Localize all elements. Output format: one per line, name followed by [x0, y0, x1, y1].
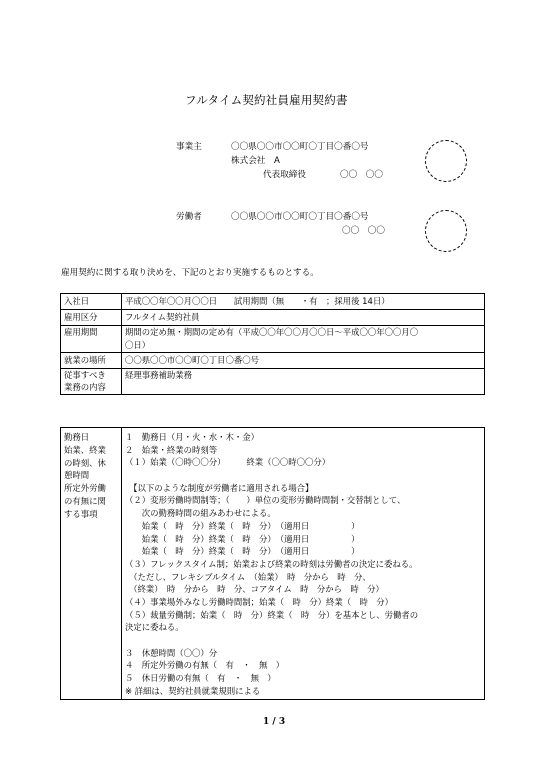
row-label: 所定外労働: [64, 483, 106, 494]
row-value: フルタイム契約社員: [125, 312, 200, 322]
employer-rep-name: 〇〇 〇〇: [340, 170, 383, 180]
employer-seal-circle: [425, 140, 467, 182]
body-line: （４）事業場外みなし労働時間制；始業（ 時 分）終業（ 時 分）: [125, 596, 393, 607]
row-label: の有無に関: [64, 495, 106, 506]
working-hours-table: [60, 427, 485, 700]
table-row: [61, 428, 485, 700]
row-label: の時刻、休: [64, 457, 106, 468]
body-line: 始業（ 時 分）終業（ 時 分） （適用日 ）: [125, 533, 360, 544]
body-line: （２）変形労働時間制等；（ ）単位の変形労働時間制・交替制として、: [125, 495, 406, 506]
body-line: 始業（ 時 分）終業（ 時 分） （適用日 ）: [125, 520, 360, 531]
row-label: 入社日: [64, 296, 90, 306]
body-line: （５）裁量労働制；始業（ 時 分）終業（ 時 分）を基本とし、労働者の: [125, 609, 419, 620]
body-line: 次の勤務時間の組みあわせによる。: [125, 508, 276, 519]
document-title: フルタイム契約社員雇用契約書: [185, 93, 348, 107]
row-value: 〇日）: [125, 339, 151, 350]
row-label: 勤務日: [64, 432, 90, 442]
worker-address: 〇〇県〇〇市〇〇町〇丁目〇番〇号: [231, 212, 369, 222]
table-row: [61, 326, 485, 353]
row-value: 期間の定め無・期間の定め有（平成〇〇年〇〇月〇〇日～平成〇〇年〇〇月〇: [125, 327, 419, 337]
page-number: 1 / 3: [263, 717, 286, 727]
row-label: 始業、終業: [64, 444, 106, 455]
body-line: 始業（ 時 分）終業（ 時 分） （適用日 ）: [125, 546, 360, 557]
body-line: ２ 始業・終業の時刻等: [125, 444, 218, 455]
employer-address: 〇〇県〇〇市〇〇町〇丁目〇番〇号: [231, 142, 369, 152]
body-line: （終業） 時 分から 時 分、コアタイム 時 分から 時 分）: [125, 584, 384, 595]
working-hours-body-cell: [122, 428, 485, 700]
row-label: 憩時間: [64, 470, 90, 481]
worker-label: 労働者: [176, 212, 202, 222]
row-value: 経理事務補助業務: [125, 369, 192, 380]
body-line: [125, 469, 481, 482]
table-row: [61, 352, 485, 368]
worker-seal-circle: [425, 210, 467, 252]
intro-text: 雇用契約に関する取り決めを、下記のとおり実施するものとする。: [61, 268, 319, 278]
employer-rep-title: 代表取締役: [263, 170, 306, 180]
row-label: 雇用区分: [64, 312, 98, 322]
table-row: [61, 294, 485, 310]
body-line: １ 勤務日（月・火・水・木・金）: [125, 432, 259, 442]
row-label: する事項: [64, 508, 98, 519]
body-line: 決定に委ねる。: [125, 622, 184, 633]
body-line: ５ 休日労働の有無（ 有 ・ 無 ）: [125, 673, 276, 684]
body-line: （ただし、フレキシブルタイム （始業） 時 分から 時 分、: [125, 571, 371, 582]
body-line: ３ 休憩時間（〇〇）分: [125, 647, 218, 658]
row-value: 〇〇県〇〇市〇〇町〇丁目〇番〇号: [125, 354, 259, 365]
row-label: 従事すべき: [64, 369, 106, 380]
body-line: （１）始業（〇時〇〇分） 終業（〇〇時〇〇分）: [125, 457, 331, 468]
row-label: 業務の内容: [64, 382, 106, 393]
working-hours-label-cell: [61, 428, 122, 700]
body-line: [125, 634, 481, 647]
body-line: （３）フレックスタイム制；始業および終業の時刻は労働者の決定に委ねる。: [125, 558, 418, 569]
row-label: 就業の場所: [64, 354, 106, 365]
table-row: [61, 368, 485, 395]
body-line: ※ 詳細は、契約社員就業規則による: [125, 685, 261, 696]
employer-label: 事業主: [176, 142, 202, 152]
body-line: 【以下のような制度が労働者に適用される場合】: [125, 482, 314, 493]
row-label: 雇用期間: [64, 327, 98, 337]
worker-name: 〇〇 〇〇: [342, 226, 385, 236]
row-value: 平成〇〇年〇〇月〇〇日 試用期間（無 ・有 ；採用後 14日）: [125, 296, 390, 306]
employer-company: 株式会社 A: [231, 156, 280, 166]
body-line: ４ 所定外労働の有無（ 有 ・ 無 ）: [125, 660, 285, 671]
table-row: [61, 310, 485, 326]
terms-table: [60, 293, 485, 395]
